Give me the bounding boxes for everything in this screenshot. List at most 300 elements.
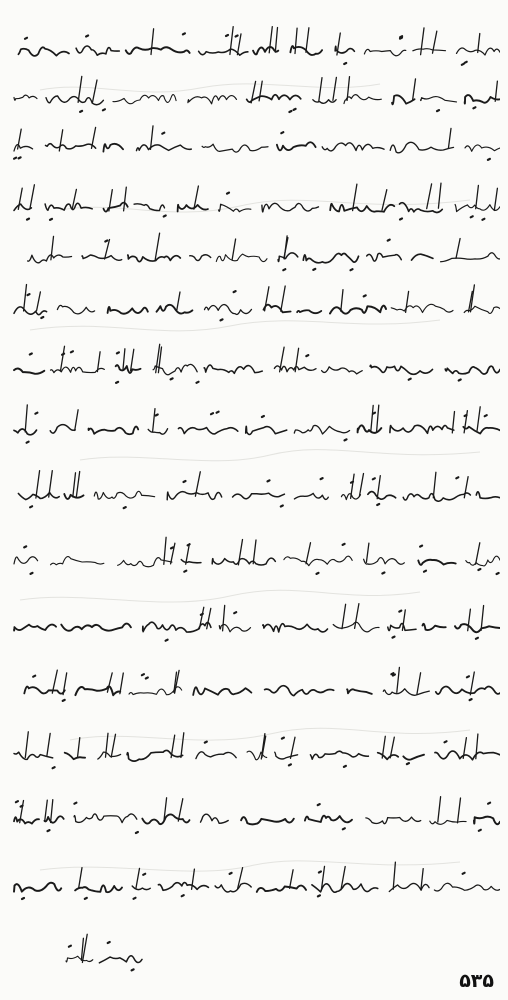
handwritten-word [108, 307, 148, 314]
handwritten-dot [482, 219, 484, 220]
handwritten-ascender [495, 81, 497, 101]
handwritten-word [263, 624, 328, 632]
manuscript-line [6, 178, 500, 226]
handwritten-dot [262, 416, 264, 417]
handwritten-word [14, 625, 56, 631]
handwritten-word [455, 624, 500, 632]
handwritten-word [142, 814, 189, 824]
manuscript-line [6, 930, 500, 978]
handwritten-word [61, 624, 131, 631]
handwritten-dot [289, 764, 291, 765]
handwritten-ascender [151, 29, 154, 55]
handwriting-strokes [6, 598, 500, 646]
handwritten-word [435, 751, 500, 760]
handwritten-dot [182, 895, 184, 896]
handwritten-word [253, 47, 278, 54]
handwritten-word [158, 883, 208, 891]
handwritten-word [430, 820, 466, 824]
handwritten-word [126, 47, 190, 54]
handwritten-dot [211, 413, 213, 414]
handwritten-word [219, 204, 251, 212]
handwritten-word [45, 203, 92, 210]
handwritten-word [148, 429, 167, 435]
handwritten-word [423, 624, 446, 630]
handwritten-word [412, 254, 433, 260]
handwritten-dot [103, 109, 105, 110]
handwritten-word [14, 95, 37, 100]
handwritten-word [46, 96, 103, 105]
handwritten-word [390, 425, 454, 433]
manuscript-line [6, 598, 500, 646]
handwritten-word [89, 427, 139, 435]
handwritten-word [202, 144, 268, 152]
handwritten-dot [289, 111, 291, 112]
handwritten-word [322, 143, 384, 151]
handwritten-word [65, 753, 85, 760]
handwritten-dot [74, 803, 76, 804]
handwritten-ascender [47, 733, 50, 756]
handwritten-dot [171, 378, 173, 379]
handwritten-dot [467, 676, 469, 677]
handwriting-strokes [6, 466, 500, 514]
handwritten-ascender [351, 474, 355, 498]
handwritten-dot [217, 412, 219, 413]
handwritten-ascender [269, 27, 272, 53]
handwritten-word [51, 367, 105, 373]
handwritten-dot [226, 35, 228, 36]
handwritten-dot [41, 317, 43, 318]
handwriting-strokes [6, 178, 500, 226]
handwritten-word [391, 304, 453, 312]
handwritten-dot [382, 573, 384, 574]
manuscript-line [6, 466, 500, 514]
handwritten-word [246, 426, 287, 434]
handwritten-dot [420, 546, 422, 547]
handwriting-strokes [6, 790, 500, 838]
handwritten-word [14, 557, 38, 564]
handwritten-dot [399, 611, 401, 612]
handwritten-word [116, 365, 141, 373]
handwritten-ascender [406, 291, 409, 312]
handwritten-word [28, 255, 72, 263]
handwritten-ascender [476, 543, 480, 564]
handwritten-dot [21, 806, 23, 807]
handwritten-ascender [24, 285, 27, 312]
handwritten-dot [105, 241, 107, 242]
handwritten-word [233, 493, 285, 499]
handwritten-ascender [456, 239, 460, 259]
handwritten-word [347, 689, 372, 694]
page-number: ۵۳۵ [459, 970, 494, 992]
handwriting-strokes [6, 70, 500, 118]
handwritten-dot [146, 678, 148, 679]
handwritten-word [14, 307, 47, 315]
handwritten-ascender [342, 604, 346, 628]
handwritten-ascender [36, 471, 40, 499]
handwritten-word [44, 816, 63, 822]
handwritten-dot [184, 571, 186, 572]
handwritten-dot [445, 741, 447, 742]
handwritten-word [51, 557, 104, 565]
handwritten-dot [471, 216, 473, 217]
handwriting-strokes [6, 662, 500, 710]
handwritten-dot [134, 898, 136, 899]
handwritten-word [277, 142, 316, 150]
handwritten-word [157, 305, 193, 314]
manuscript-line [6, 228, 500, 276]
handwritten-ascender [123, 349, 125, 371]
handwritten-ascender [353, 184, 357, 211]
handwritten-word [167, 492, 222, 500]
handwritten-word [403, 493, 470, 501]
manuscript-line [6, 400, 500, 448]
handwritten-word [383, 689, 429, 695]
handwritten-dot [351, 269, 353, 270]
handwritten-ascender [306, 543, 311, 564]
handwritten-dot [437, 110, 439, 111]
handwritten-word [66, 956, 93, 962]
handwritten-word [344, 95, 381, 104]
handwritten-word [310, 751, 368, 759]
handwritten-ascender [238, 540, 242, 565]
handwritten-dot [476, 638, 478, 639]
handwritten-word [76, 46, 119, 55]
handwritten-dot [497, 573, 499, 574]
manuscript-line [6, 726, 500, 774]
handwritten-ascender [448, 128, 451, 148]
handwritten-dot [117, 352, 119, 353]
handwritten-dot [470, 699, 472, 700]
handwritten-dot [183, 33, 185, 34]
manuscript-line [6, 790, 500, 838]
handwritten-ascender [413, 79, 416, 100]
handwriting-strokes [6, 118, 500, 166]
handwritten-ascender [111, 734, 115, 757]
handwritten-dot [294, 109, 296, 110]
handwritten-ascender [75, 410, 78, 431]
handwritten-dot [124, 507, 126, 508]
handwritten-dot [69, 946, 71, 947]
handwritten-word [94, 491, 154, 499]
handwritten-dot [459, 380, 461, 381]
manuscript-line [6, 280, 500, 328]
handwriting-strokes [6, 280, 500, 328]
handwritten-word [305, 816, 352, 823]
handwritten-ascender [178, 799, 183, 821]
handwritten-dot [465, 62, 467, 63]
handwritten-dot [351, 482, 353, 483]
handwritten-dot [50, 219, 52, 220]
handwritten-dot [108, 942, 110, 943]
handwritten-ascender [120, 673, 123, 694]
handwritten-dot [463, 873, 465, 874]
handwritten-dot [268, 480, 270, 481]
handwritten-word [303, 253, 358, 262]
handwritten-dot [456, 477, 458, 478]
handwritten-dot [488, 159, 490, 160]
handwritten-dot [156, 415, 158, 416]
handwritten-ascender [223, 605, 225, 630]
handwritten-dot [86, 36, 88, 37]
handwritten-ascender [78, 76, 82, 102]
handwritten-word [367, 253, 402, 261]
handwritten-ascender [93, 80, 98, 102]
handwritten-ascender [438, 183, 441, 208]
handwritten-word [368, 492, 396, 500]
handwritten-word [476, 492, 500, 499]
handwritten-ascender [464, 477, 468, 498]
handwriting-strokes [6, 726, 500, 774]
handwritten-ascender [470, 672, 474, 695]
handwritten-word [14, 369, 44, 374]
handwritten-dot [35, 413, 37, 414]
handwritten-ascender [253, 540, 256, 564]
handwritten-ascender [382, 736, 385, 758]
handwritten-word [436, 686, 500, 694]
handwritten-ascender [79, 868, 82, 889]
handwritten-dot [281, 506, 283, 507]
handwritten-dot [343, 544, 345, 545]
handwritten-dot [27, 219, 29, 220]
handwritten-word [50, 425, 75, 434]
handwritten-dot [184, 481, 186, 482]
handwritten-dot [465, 415, 467, 416]
handwritten-dot [318, 895, 320, 896]
handwritten-dot [166, 640, 168, 641]
handwritten-word [413, 49, 446, 51]
manuscript-line [6, 532, 500, 580]
handwritten-ascender [427, 184, 432, 209]
handwritten-dot [85, 898, 87, 899]
handwritten-word [188, 96, 237, 104]
handwritten-dot [462, 64, 464, 65]
handwritten-dot [143, 874, 145, 875]
handwritten-ascender [458, 798, 461, 823]
handwritten-ascender [359, 474, 363, 497]
handwritten-word [330, 306, 386, 314]
handwritten-dot [400, 36, 402, 37]
handwritten-dot [30, 506, 32, 507]
handwritten-word [204, 365, 262, 373]
manuscript-line [6, 70, 500, 118]
handwritten-dot [317, 573, 319, 574]
handwritten-word [127, 750, 183, 761]
handwritten-word [297, 310, 321, 313]
handwritten-word [390, 142, 453, 153]
handwritten-ascender [366, 543, 369, 562]
handwritten-dot [318, 804, 320, 805]
handwritten-word [389, 883, 429, 891]
handwritten-dot [393, 637, 395, 638]
handwritten-word [113, 95, 176, 104]
handwritten-ascender [333, 77, 337, 100]
handwritten-dot [478, 569, 480, 570]
handwritten-word [181, 560, 201, 563]
handwritten-ascender [232, 239, 236, 260]
handwritten-word [366, 817, 421, 824]
handwritten-ascender [131, 349, 134, 370]
manuscript-line [6, 22, 500, 70]
handwritten-ascender [319, 78, 322, 102]
handwritten-ascender [59, 130, 62, 151]
handwritten-word [46, 144, 96, 149]
handwritten-dot [343, 828, 345, 829]
handwritten-dot [424, 571, 426, 572]
handwritten-ascender [306, 28, 309, 52]
handwritten-word [264, 305, 291, 313]
handwritten-word [278, 253, 298, 262]
handwritten-ascender [195, 472, 200, 496]
handwritten-dot [31, 573, 33, 574]
handwritten-word [284, 556, 352, 566]
handwritten-word [364, 49, 405, 55]
handwritten-word [247, 95, 301, 102]
handwritten-word [474, 817, 500, 824]
handwritten-dot [205, 742, 207, 743]
handwritten-ascender [355, 604, 359, 629]
manuscript-line [6, 118, 500, 166]
handwritten-dot [344, 63, 346, 64]
handwritten-dot [71, 351, 73, 352]
handwritten-word [257, 886, 306, 892]
handwritten-ascender [417, 673, 421, 695]
handwritten-word [75, 686, 120, 695]
handwritten-word [370, 365, 432, 374]
handwritten-word [205, 305, 252, 315]
handwritten-ascender [51, 800, 53, 823]
handwritten-dot [393, 675, 395, 676]
handwritten-word [74, 814, 137, 823]
handwritten-ascender [37, 292, 41, 311]
handwritten-dot [19, 157, 21, 158]
handwritten-dot [33, 676, 35, 677]
handwritten-ascender [377, 476, 380, 499]
handwritten-word [392, 95, 415, 104]
handwritten-dot [409, 379, 411, 380]
handwritten-ascender [171, 543, 175, 564]
handwritten-ascender [259, 81, 262, 101]
handwritten-dot [230, 873, 232, 874]
handwritten-dot [132, 969, 134, 970]
handwritten-ascender [155, 233, 159, 260]
handwritten-word [134, 204, 164, 211]
handwritten-word [466, 556, 500, 566]
handwritten-word [14, 883, 61, 892]
handwritten-word [215, 883, 251, 892]
handwritten-dot [80, 111, 82, 112]
handwritten-word [14, 145, 33, 151]
handwritten-word [212, 558, 275, 565]
handwritten-ascender [275, 28, 277, 53]
handwritten-dot [197, 382, 199, 383]
handwritten-dot [27, 442, 29, 443]
handwritten-word [262, 203, 319, 212]
handwritten-ascender [136, 868, 140, 888]
handwritten-word [199, 49, 248, 55]
handwritten-ascender [476, 185, 479, 208]
handwritten-word [333, 622, 379, 632]
handwritten-word [190, 255, 211, 261]
handwritten-ascender [61, 346, 65, 370]
handwritten-word [82, 255, 122, 260]
handwritten-dot [485, 415, 487, 416]
handwritten-ascender [397, 667, 400, 692]
handwritten-dot [48, 830, 50, 831]
manuscript-line [6, 858, 500, 906]
handwritten-word [294, 493, 328, 499]
handwritten-dot [227, 193, 229, 194]
handwritten-ascender [438, 797, 441, 822]
handwritten-word [57, 305, 94, 313]
handwritten-dot [345, 439, 347, 440]
handwritten-word [196, 752, 236, 759]
handwritten-ascender [290, 870, 294, 889]
handwriting-strokes [6, 858, 500, 906]
handwritten-word [219, 624, 250, 631]
handwritten-dot [473, 107, 475, 108]
handwritten-dot [281, 132, 283, 133]
handwriting-strokes [6, 930, 500, 978]
handwritten-word [358, 425, 382, 433]
handwritten-word [14, 204, 31, 210]
handwritten-dot [377, 504, 379, 505]
handwritten-word [18, 493, 59, 500]
handwritten-dot [14, 158, 16, 159]
handwritten-word [216, 254, 267, 261]
handwritten-word [322, 367, 363, 374]
handwritten-word [18, 47, 69, 56]
handwritten-ascender [76, 472, 79, 497]
handwritten-word [178, 428, 237, 434]
handwritten-dot [62, 354, 64, 355]
handwritten-ascender [371, 405, 373, 431]
handwritten-dot [319, 872, 321, 873]
handwritten-dot [306, 355, 308, 356]
handwritten-ascender [237, 34, 241, 55]
handwritten-ascender [377, 405, 379, 431]
handwritten-word [434, 883, 500, 891]
handwritten-word [14, 817, 39, 823]
handwritten-dot [221, 319, 223, 320]
handwritten-word [103, 144, 123, 152]
handwritten-word [98, 752, 121, 759]
handwritten-dot [162, 133, 164, 134]
handwritten-ascender [30, 185, 34, 209]
handwriting-strokes [6, 532, 500, 580]
handwriting-strokes [6, 340, 500, 388]
handwritten-dot [282, 738, 284, 739]
handwritten-word [241, 817, 294, 824]
handwritten-ascender [295, 28, 297, 53]
handwritten-word [265, 686, 334, 696]
handwritten-dot [388, 240, 390, 241]
handwritten-ascender [181, 733, 184, 758]
handwritten-dot [53, 767, 55, 768]
handwritten-dot [488, 803, 490, 804]
handwritten-dot [236, 36, 238, 37]
handwritten-ascender [153, 409, 155, 432]
handwritten-dot [22, 898, 24, 899]
handwritten-word [421, 97, 457, 102]
handwritten-dot [16, 801, 18, 802]
handwritten-dot [234, 291, 236, 292]
handwritten-word [128, 255, 181, 262]
handwritten-word [418, 560, 455, 565]
handwritten-dot [142, 674, 144, 675]
handwritten-ascender [265, 287, 269, 311]
handwritten-dot [373, 413, 375, 414]
handwritten-word [294, 425, 349, 434]
